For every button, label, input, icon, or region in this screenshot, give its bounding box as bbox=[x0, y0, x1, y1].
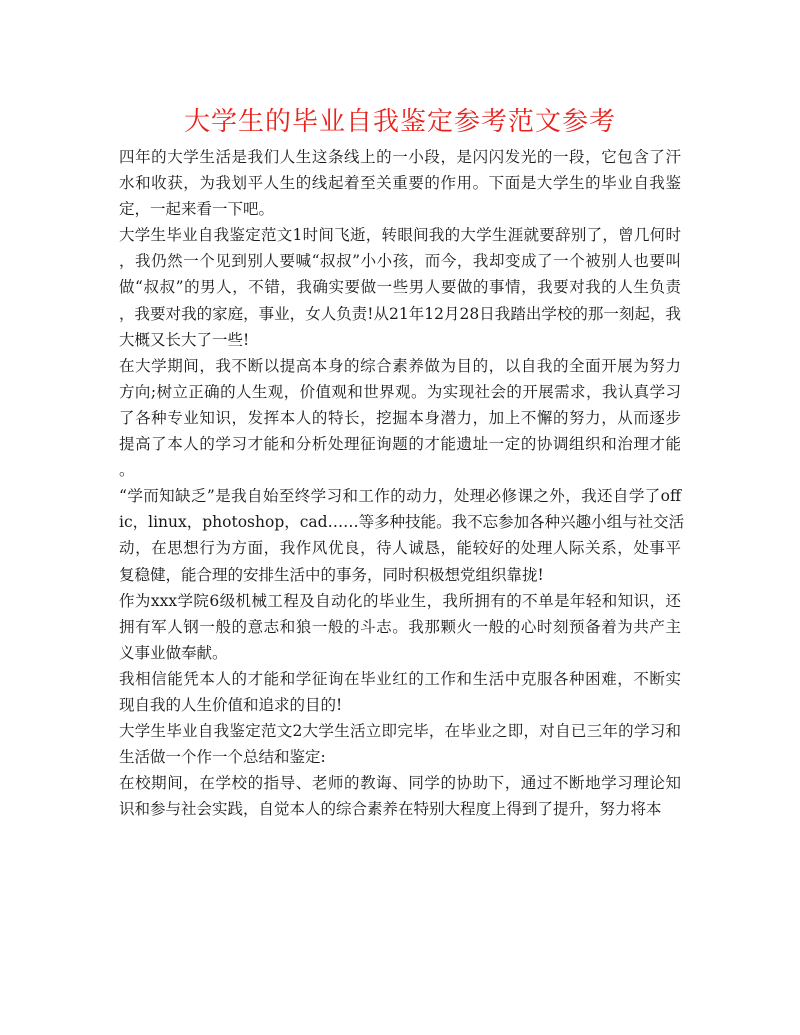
document-body bbox=[119, 144, 685, 822]
text-line: 定，一起来看一下吧。 bbox=[119, 200, 275, 219]
text-line: 我相信能凭本人的才能和学征询在毕业红的工作和生活中克服各种困难，不断实 bbox=[119, 669, 681, 688]
paragraph bbox=[119, 666, 681, 718]
paragraph bbox=[119, 222, 681, 352]
paragraph bbox=[119, 770, 681, 822]
document-title: 大学生的毕业自我鉴定参考范文参考 bbox=[183, 107, 616, 137]
text-line: 识和参与社会实践，自觉本人的综合素养在特别大程度上得到了提升，努力将本 bbox=[119, 800, 662, 819]
text-line: “学而知缺乏”是我自始至终学习和工作的动力，处理必修课之外，我还自学了off bbox=[119, 487, 681, 506]
text-line: 四年的大学生活是我们人生这条线上的一小段，是闪闪发光的一段，它包含了汗 bbox=[119, 148, 681, 166]
text-line: 拥有军人钢一般的意志和狼一般的斗志。我那颗火一般的心时刻预备着为共产主 bbox=[119, 617, 681, 636]
text-line: 义事业做奉献。 bbox=[119, 643, 228, 662]
text-line: 生活做一个作一个总结和鉴定: bbox=[119, 748, 326, 767]
text-line: 了各种专业知识，发挥本人的特长，挖掘本身潜力，加上不懈的努力，从而逐步 bbox=[119, 408, 681, 427]
paragraph bbox=[119, 144, 681, 222]
text-line: 作为xxx学院6级机械工程及自动化的毕业生，我所拥有的不单是年轻和知识，还 bbox=[119, 591, 681, 610]
paragraph bbox=[119, 353, 681, 483]
text-line: ic，linux，photoshop，cad……等多种技能。我不忘参加各种兴趣小组与社交活 bbox=[119, 513, 685, 532]
paragraph bbox=[119, 718, 681, 770]
text-line: 。 bbox=[119, 461, 135, 480]
text-line: 大学生毕业自我鉴定范文1时间飞逝，转眼间我的大学生涯就要辞别了，曾几何时 bbox=[119, 226, 681, 245]
text-line: 大学生毕业自我鉴定范文2大学生活立即完毕，在毕业之即，对自已三年的学习和 bbox=[119, 722, 681, 741]
text-line: ，我要对我的家庭，事业，女人负责!从21年12月28日我踏出学校的那一刻起，我 bbox=[119, 304, 681, 323]
text-line: 水和收获，为我划平人生的线起着至关重要的作用。下面是大学生的毕业自我鉴 bbox=[119, 174, 681, 193]
text-line: 做“叔叔”的男人，不错，我确实要做一些男人要做的事情，我要对我的人生负责 bbox=[119, 278, 681, 297]
text-line: 在大学期间，我不断以提高本身的综合素养做为目的，以自我的全面开展为努力 bbox=[119, 356, 681, 375]
text-line: 提高了本人的学习才能和分析处理征询题的才能遗址一定的协调组织和治理才能 bbox=[119, 435, 681, 454]
text-line: 动，在思想行为方面，我作风优良，待人诚恳，能较好的处理人际关系，处事平 bbox=[119, 539, 681, 558]
text-line: ，我仍然一个见到别人要喊“叔叔”小小孩，而今，我却变成了一个被别人也要叫 bbox=[119, 252, 681, 271]
text-line: 方向;树立正确的人生观，价值观和世界观。为实现社会的开展需求，我认真学习 bbox=[119, 382, 681, 401]
text-line: 复稳健，能合理的安排生活中的事务，同时积极想党组织靠拢! bbox=[119, 565, 544, 584]
text-line: 大概又长大了一些! bbox=[119, 330, 250, 349]
paragraph bbox=[119, 483, 685, 587]
text-line: 在校期间，在学校的指导、老师的教诲、同学的协助下，通过不断地学习理论知 bbox=[119, 774, 681, 793]
text-line: 现自我的人生价值和追求的目的! bbox=[119, 695, 343, 714]
paragraph bbox=[119, 588, 681, 666]
